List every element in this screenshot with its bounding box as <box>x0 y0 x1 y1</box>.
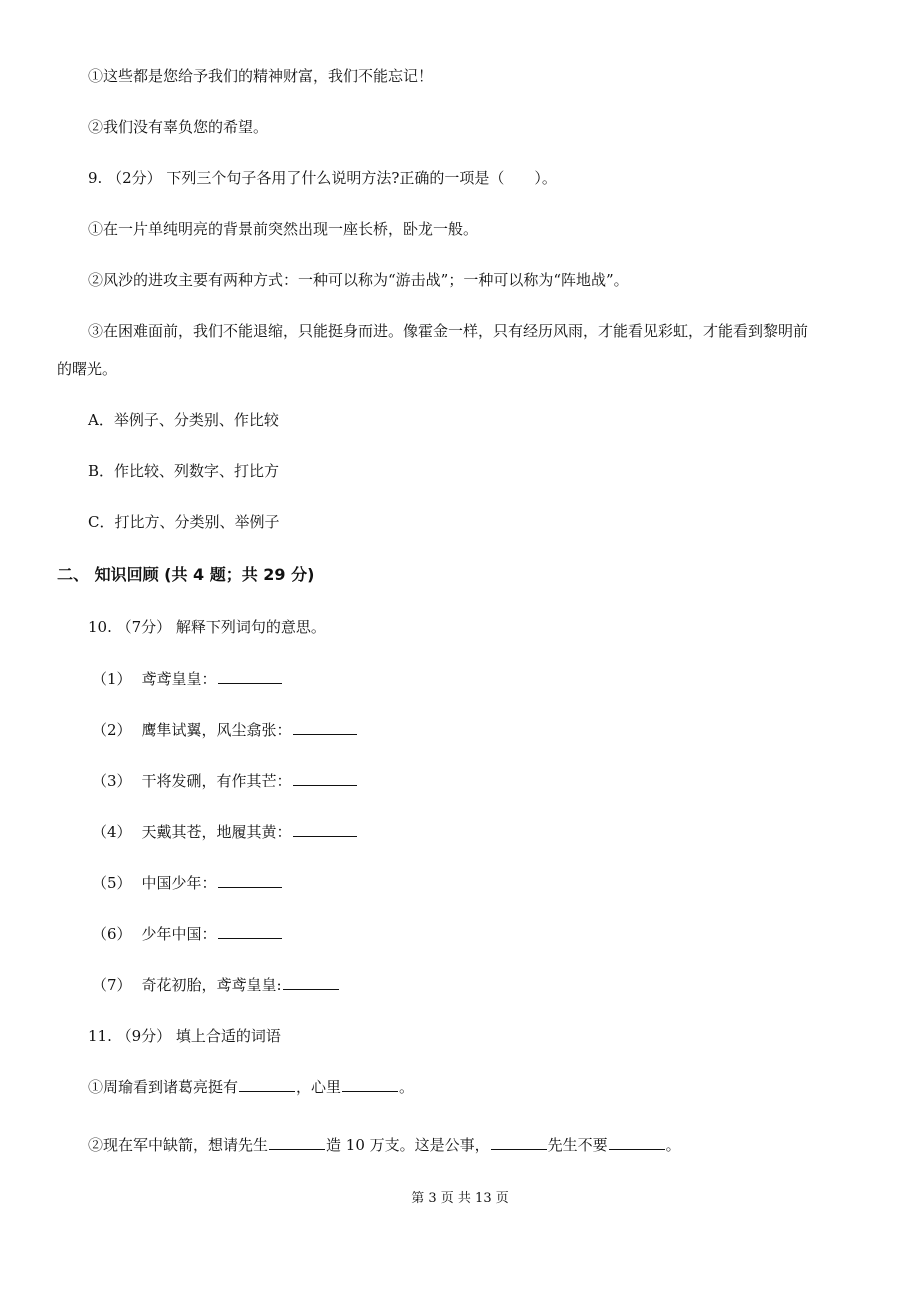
answer-blank[interactable] <box>609 1135 665 1150</box>
question-10-item <box>92 873 283 893</box>
option-a: A．举例子、分类别、作比较 <box>88 411 279 429</box>
question-9-sentence-1: ①在一片单纯明亮的背景前突然出现一座长桥，卧龙一般。 <box>88 220 479 238</box>
question-10-item <box>92 924 283 944</box>
question-9-title: 9. （2分） 下列三个句子各用了什么说明方法?正确的一项是（ ）。 <box>88 169 557 187</box>
question-9-sentence-2: ②风沙的进攻主要有两种方式：一种可以称为“游击战”；一种可以称为“阵地战”。 <box>88 271 629 289</box>
option-c: C．打比方、分类别、举例子 <box>88 513 280 531</box>
fill-text: ②现在军中缺箭，想请先生 <box>88 1136 269 1154</box>
answer-blank[interactable] <box>491 1135 547 1150</box>
question-10-item <box>92 669 283 689</box>
answer-blank[interactable] <box>218 669 282 684</box>
answer-blank[interactable] <box>269 1135 325 1150</box>
page-footer: 第 3 页 共 13 页 <box>411 1191 509 1206</box>
item-number: （6） <box>92 925 132 943</box>
item-text: 奇花初胎，鸢鸢皇皇: <box>141 976 282 994</box>
answer-blank[interactable] <box>218 873 282 888</box>
answer-blank[interactable] <box>239 1077 295 1092</box>
question-11-line-2 <box>88 1135 681 1155</box>
item-number: （2） <box>92 721 132 739</box>
item-number: （1） <box>92 670 132 688</box>
answer-blank[interactable] <box>293 720 357 735</box>
question-9-sentence-3-cont: 的曙光。 <box>57 360 118 378</box>
section-heading: 二、 知识回顾 (共 4 题；共 29 分) <box>57 565 315 584</box>
answer-blank[interactable] <box>342 1077 398 1092</box>
text-line: ①这些都是您给予我们的精神财富，我们不能忘记！ <box>88 67 434 85</box>
item-text: 中国少年： <box>141 874 217 892</box>
fill-text: ①周瑜看到诸葛亮挺有 <box>88 1078 239 1096</box>
fill-text: 。 <box>665 1136 681 1154</box>
item-number: （7） <box>92 976 132 994</box>
question-10-item <box>92 822 358 842</box>
item-text: 干将发硎，有作其芒： <box>141 772 292 790</box>
item-number: （4） <box>92 823 132 841</box>
fill-text: 。 <box>399 1078 415 1096</box>
question-11-line-1 <box>88 1077 414 1097</box>
question-10-title: 10. （7分） 解释下列词句的意思。 <box>88 618 326 636</box>
question-11-title: 11. （9分） 填上合适的词语 <box>88 1027 281 1045</box>
item-text: 鸢鸢皇皇： <box>141 670 217 688</box>
item-text: 天戴其苍，地履其黄： <box>141 823 292 841</box>
answer-blank[interactable] <box>293 771 357 786</box>
question-10-item <box>92 720 358 740</box>
item-text: 少年中国： <box>141 925 217 943</box>
fill-text: 先生不要 <box>547 1136 608 1154</box>
fill-text: 造 10 万支。这是公事， <box>326 1136 490 1154</box>
item-number: （5） <box>92 874 132 892</box>
text-line: ②我们没有辜负您的希望。 <box>88 118 269 136</box>
question-9-sentence-3: ③在困难面前，我们不能退缩，只能挺身而进。像霍金一样，只有经历风雨，才能看见彩虹，才能看到黎明前 <box>88 322 809 340</box>
option-b: B．作比较、列数字、打比方 <box>88 462 280 480</box>
item-number: （3） <box>92 772 132 790</box>
answer-blank[interactable] <box>293 822 357 837</box>
fill-text: ，心里 <box>296 1078 342 1096</box>
answer-blank[interactable] <box>218 924 282 939</box>
answer-blank[interactable] <box>283 975 339 990</box>
question-10-item <box>92 975 340 995</box>
item-text: 鹰隼试翼，风尘翕张： <box>141 721 292 739</box>
question-10-item <box>92 771 358 791</box>
